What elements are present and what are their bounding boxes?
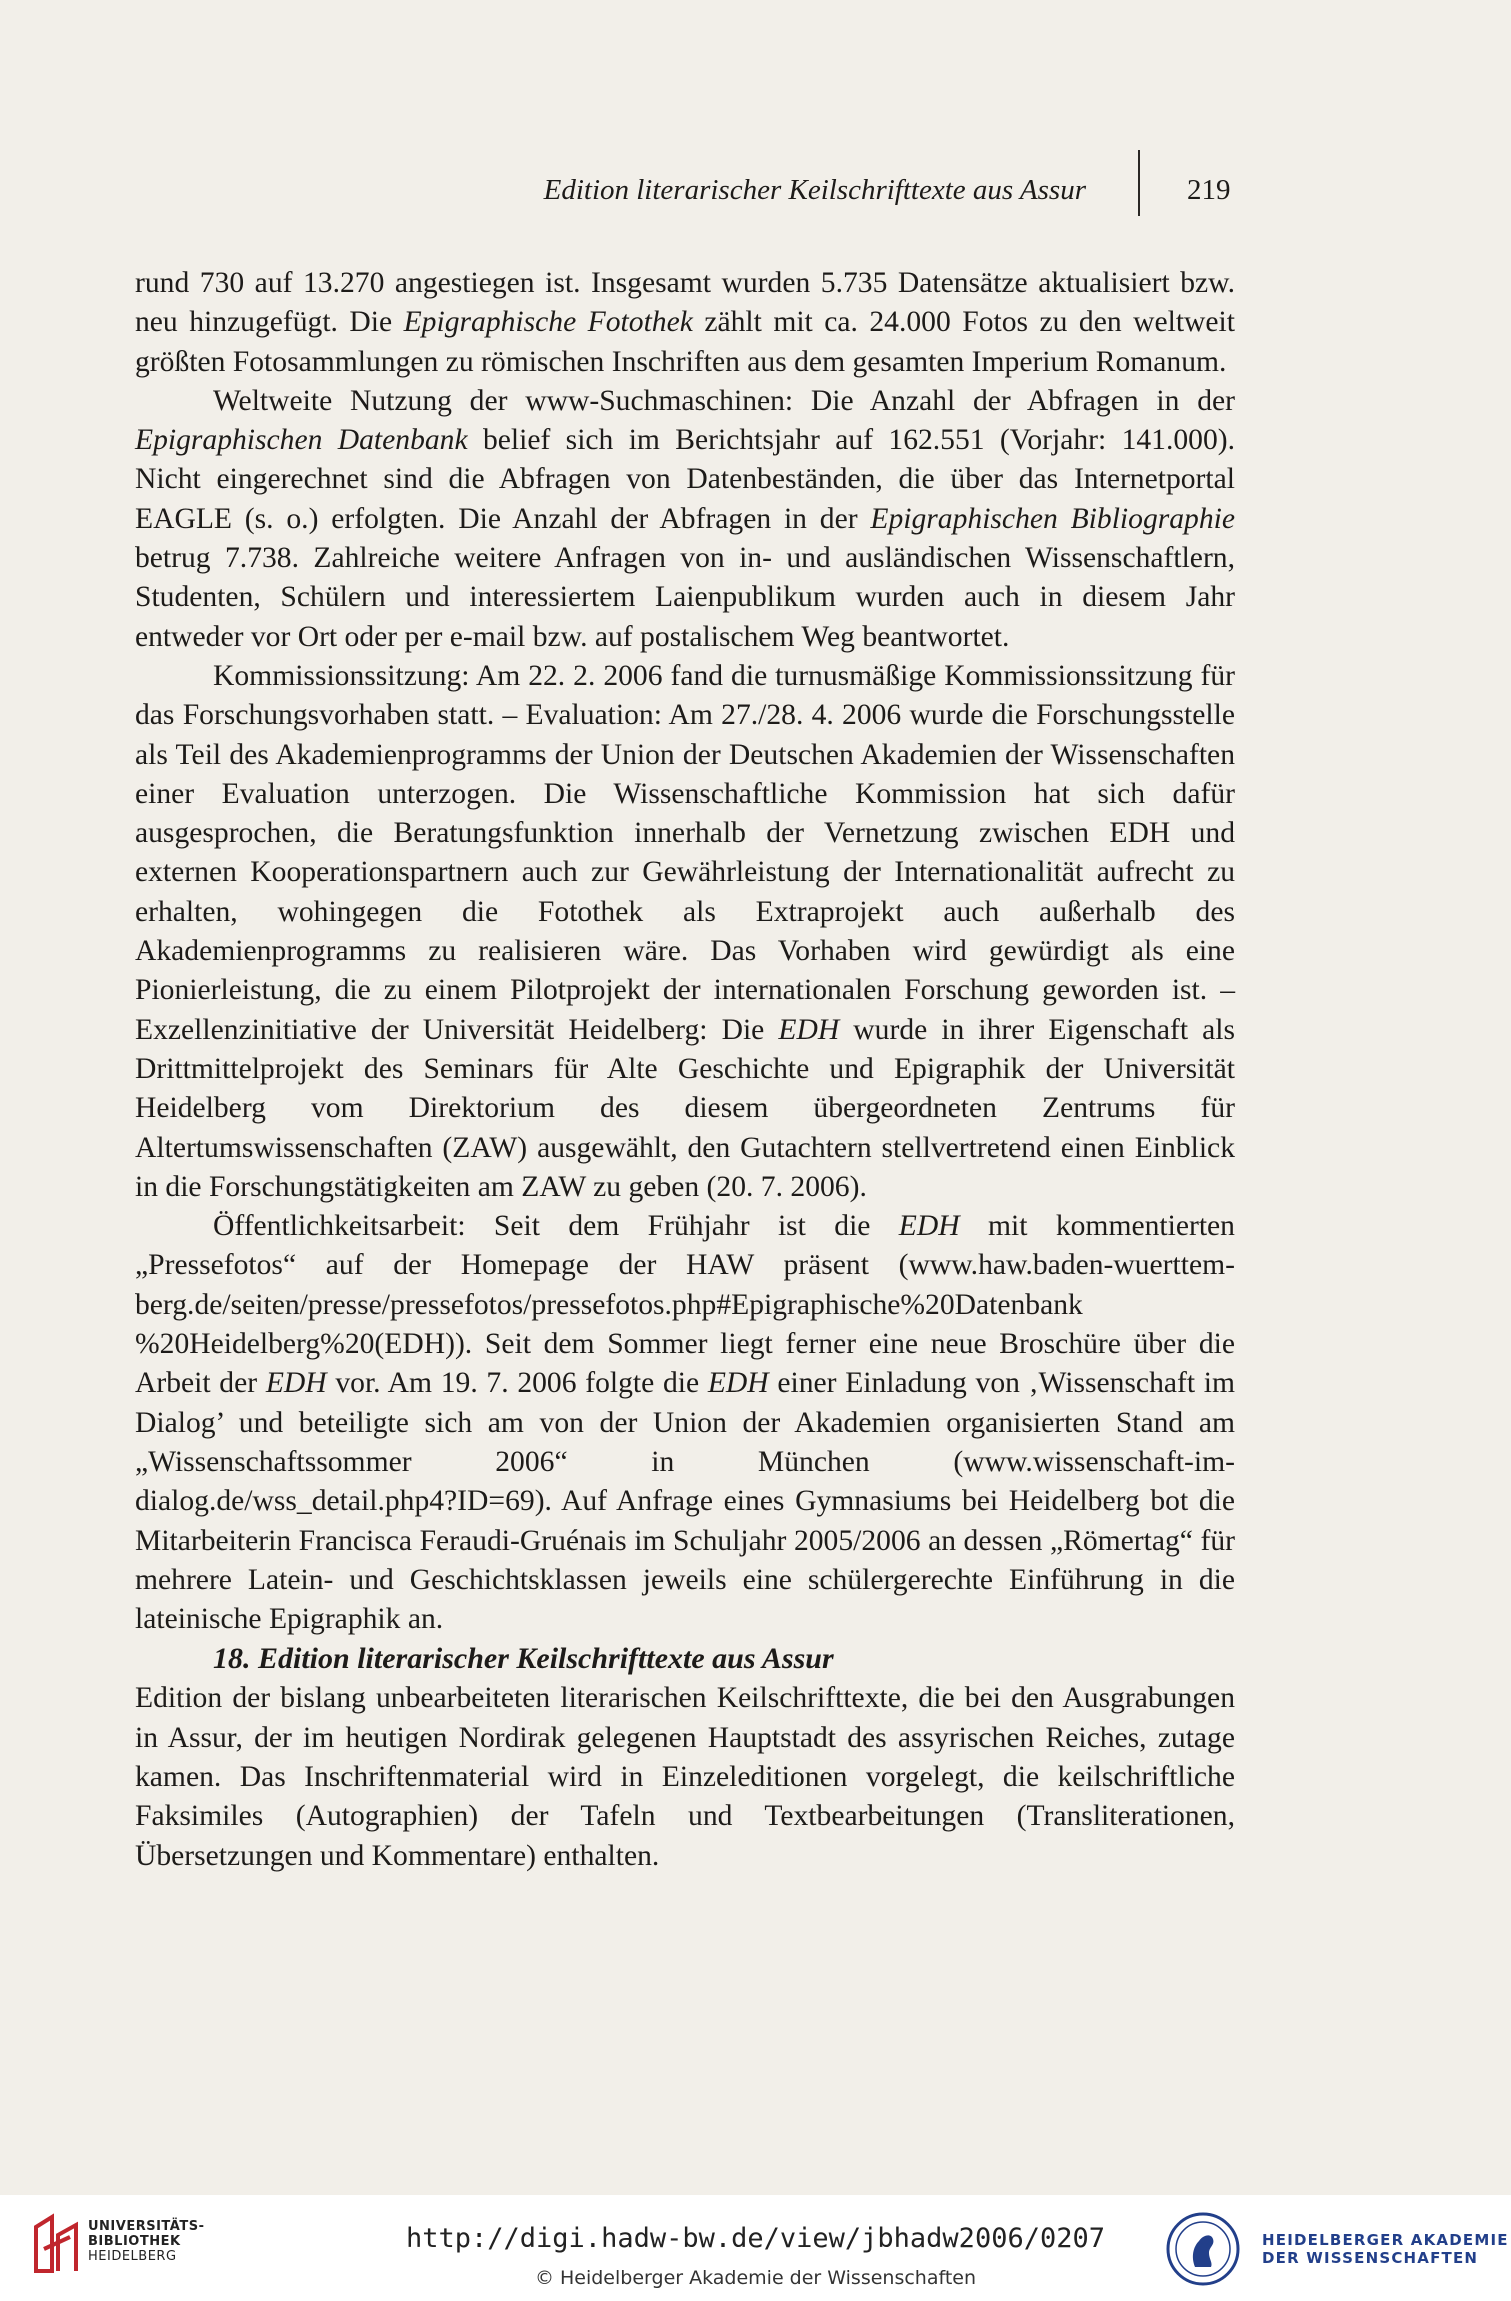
university-library-name: UNIVERSITÄTS- BIBLIOTHEK HEIDELBERG <box>88 2219 205 2264</box>
header-divider <box>1138 150 1140 216</box>
academy-name: HEIDELBERGER AKADEMIE DER WISSENSCHAFTEN <box>1262 2231 1509 2267</box>
paragraph-4: Öffentlichkeitsarbeit: Seit dem Frühjahr ist die EDH mit kommentierten „Pressefotos“ auf der Homepage der HAW präsent (www.haw.baden-wuerttemberg.de/seiten/presse/pressefotos/pressefotos.php#Epigraphische%20Datenbank %20Heidelberg%20(EDH)). Seit dem Sommer liegt ferner eine neue Broschüre über die Arbeit der EDH vor. Am 19. 7. 2006 folgte die EDH einer Einladung von ‚Wissenschaft im Dialog’ und beteiligte sich am von der Union der Akademien organisierten Stand am „Wissenschaftssommer 2006“ in München (www.wissenschaft-im-dialog.de/wss_detail.php4?ID=69). Auf Anfrage eines Gymnasiums bei Heidelberg bot die Mitarbeiterin Francisca Feraudi-Gruénais im Schuljahr 2005/2006 an dessen „Römertag“ für mehrere Latein- und Geschichtsklassen jeweils eine schülergerechte Einführung in die lateinische Epigraphik an. <box>135 1210 1236 1636</box>
body-text <box>135 264 1235 1876</box>
paragraph-2: Weltweite Nutzung der www-Suchmaschinen: Die Anzahl der Abfragen in der Epigraphischen Datenbank belief sich im Berichtsjahr auf 162.551 (Vorjahr: 141.000). Nicht eingerechnet sind die Abfragen von Datenbeständen, die über das Internetportal EAGLE (s. o.) erfolgten. Die Anzahl der Abfragen in der Epigraphischen Bibliographie betrug 7.738. Zahlreiche weitere Anfragen von in- und ausländischen Wissenschaftlern, Studenten, Schülern und interessiertem Laienpublikum wurden auch in diesem Jahr entweder vor Ort oder per e-mail bzw. auf postalischem Weg beantwortet. <box>135 384 1236 653</box>
section-heading: 18. Edition literarischer Keilschrifttexte aus Assur <box>213 1642 834 1676</box>
paragraph-1: rund 730 auf 13.270 angestiegen ist. Insgesamt wurden 5.735 Datensätze aktualisiert bzw. neu hinzugefügt. Die Epigraphische Fotothek zählt mit ca. 24.000 Fotos zu den weltweit größten Fotosammlungen zu römischen Inschriften aus dem gesamten Imperium Romanum. <box>135 267 1235 378</box>
running-header <box>0 172 1511 212</box>
running-title: Edition literarischer Keilschrifttexte aus Assur <box>543 174 1086 206</box>
copyright-notice: © Heidelberger Akademie der Wissenschaften <box>534 2267 977 2289</box>
page-number: 219 <box>1187 174 1231 206</box>
permalink-url[interactable]: http://digi.hadw-bw.de/view/jbhadw2006/0207 <box>406 2223 1105 2254</box>
section-paragraph: Edition der bislang unbearbeiteten literarischen Keilschrifttexte, die bei den Ausgrabungen in Assur, der im heutigen Nordirak gelegenen Hauptstadt des assyrischen Reiches, zutage kamen. Das Inschriftenmaterial wird in Einzeleditionen vorgelegt, die keilschriftliche Faksimiles (Autographien) der Tafeln und Textbearbeitungen (Transliterationen, Übersetzungen und Kommentare) enthalten. <box>135 1682 1235 1872</box>
digitization-footer <box>0 2195 1511 2301</box>
paragraph-3: Kommissionssitzung: Am 22. 2. 2006 fand die turnusmäßige Kommissionssitzung für das Forschungsvorhaben statt. – Evaluation: Am 27./28. 4. 2006 wurde die Forschungsstelle als Teil des Akademienprogramms der Union der Deutschen Akademien der Wissenschaften einer Evaluation unterzogen. Die Wissenschaftliche Kommission hat sich dafür ausgesprochen, die Beratungsfunktion innerhalb der Vernetzung zwischen EDH und externen Kooperationspartnern auch zur Gewährleistung der Internationalität aufrecht zu erhalten, wohingegen die Fotothek als Extraprojekt auch außerhalb des Akademienprogramms zu realisieren wäre. Das Vorhaben wird gewürdigt als eine Pionierleistung, die zu einem Pilotprojekt der internationalen Forschung geworden ist. – Exzellenzinitiative der Universität Heidelberg: Die EDH wurde in ihrer Eigenschaft als Drittmittelprojekt des Seminars für Alte Geschichte und Epigraphik der Universität Heidelberg vom Direktorium des diesem übergeordneten Zentrums für Altertumswissenschaften (ZAW) ausgewählt, den Gutachtern stellvertretend einen Einblick in die Forschungstätigkeiten am ZAW zu geben (20. 7. 2006). <box>135 659 1235 1203</box>
academy-seal-icon[interactable] <box>1165 2211 1241 2287</box>
